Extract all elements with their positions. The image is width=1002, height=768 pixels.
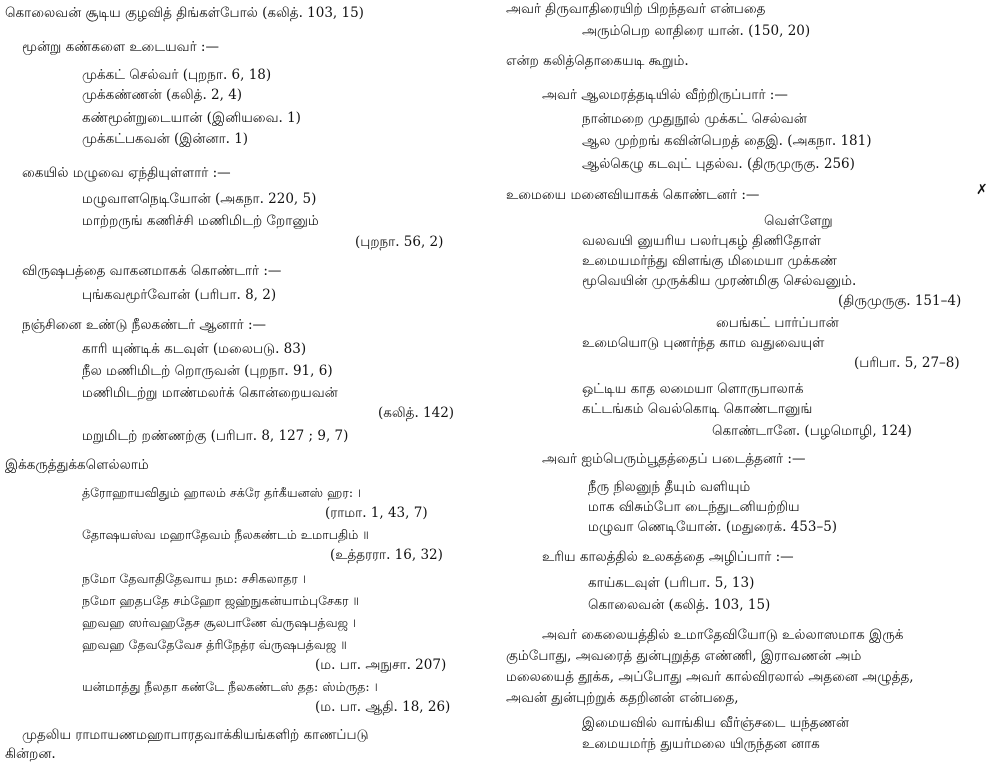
paragraph-line: அவர் திருவாதிரையிற் பிறந்தவர் என்பதை [506, 1, 766, 17]
quote-line: மாற்றருங் கணிச்சி மணிமிடற் றோனும் [82, 213, 319, 229]
quote-line: கொலைவன் (கலித். 103, 15) [588, 597, 771, 613]
sanskrit-line: ஹவஹ தேவதேவேச த்ரிநேத்ர வ்ருஷபத்வஜ ॥ [82, 637, 347, 652]
quote-line: உமையமர்ந்து விளங்கு மிமையா முக்கண் [582, 253, 837, 269]
quote-line: மாக விசும்போ டைந்துடனியற்றிய [588, 499, 800, 515]
section-heading: நஞ்சினை உண்டு நீலகண்டர் ஆனார் :— [22, 317, 267, 333]
citation: (பரிபா. 5, 27–8) [854, 355, 960, 371]
sanskrit-line: ஹவஹ ஸர்வஹதேச சூலபாணே வ்ருஷபத்வஜ । [82, 615, 357, 630]
citation: (ம. பா. ஆதி. 18, 26) [315, 699, 451, 715]
citation: (திருமுருகு. 151–4) [838, 293, 962, 309]
margin-mark: ✗ [976, 182, 988, 198]
section-heading: இக்கருத்துக்களெல்லாம் [5, 457, 149, 473]
quote-line: புங்கவமூர்வோன் (பரிபா. 8, 2) [82, 287, 277, 303]
quote-line: மறுமிடற் றண்ணற்கு (பரிபா. 8, 127 ; 9, 7) [82, 428, 349, 444]
citation: (கலித். 142) [378, 405, 455, 421]
quote-line: பைங்கட் பார்ப்பான் [716, 315, 839, 331]
quote-line: அரும்பெற லாதிரை யான். (150, 20) [582, 23, 811, 39]
section-heading: உமையை மனைவியாகக் கொண்டனர் :— [506, 187, 760, 203]
paragraph-line: என்ற கலித்தொகையடி கூறும். [506, 53, 689, 69]
quote-line: முக்கட்பகவன் (இன்னா. 1) [82, 131, 249, 147]
section-heading: மூன்று கண்களை உடையவர் :— [22, 39, 219, 55]
paragraph-line: முதலிய ராமாயணமஹாபாரதவாக்கியங்களிற் காணப்படு [22, 727, 369, 743]
quote-line: ஒட்டிய காத லமையா ளொருபாலாக் [582, 381, 804, 397]
quote-line: நீரு நிலனுந் தீயும் வளியும் [588, 479, 751, 495]
sanskrit-line: நமோ ஹதபதே சம்ஹோ ஜஹ்நுகன்யாம்புசேகர ॥ [82, 593, 359, 608]
quote-line: இமையவில் வாங்கிய வீர்ஞ்சடை யந்தணன் [582, 715, 849, 731]
quote-line: ஆல முற்றங் கவின்பெறத் தைஇ. (அகநா. 181) [582, 133, 872, 149]
paragraph-line: கும்போது, அவரைத் துன்புறுத்த எண்ணி, இராவணன் அம் [506, 648, 862, 664]
quote-line: காய்கடவுள் (பரிபா. 5, 13) [588, 575, 755, 591]
sanskrit-line: யன்மாத்து நீலதா கண்டே நீலகண்டஸ் தத: ஸ்ம்ருத: । [82, 679, 378, 694]
citation: (ராமா. 1, 43, 7) [325, 505, 428, 521]
quote-line: உமையொடு புணர்ந்த காம வதுவையுள் [582, 335, 825, 351]
section-heading: விருஷபத்தை வாகனமாகக் கொண்டார் :— [22, 263, 282, 279]
paragraph-line: அவன் துன்புற்றுக் கதறினன் என்பதை, [506, 690, 739, 706]
quote-line: காரி யுண்டிக் கடவுள் (மலைபடு. 83) [82, 341, 307, 357]
right-page [498, 0, 1002, 768]
sanskrit-line: த்ரோஹாயவிதும் ஹாலம் சக்ரே தர்கீயனஸ் ஹர: । [82, 485, 362, 500]
quote-line: முக்கட் செல்வர் (புறநா. 6, 18) [82, 67, 272, 83]
quote-line: மணிமிடற்று மாண்மலர்க் கொன்றையவன் [82, 385, 338, 401]
quote-line: வெள்ளேறு [764, 213, 833, 229]
citation: (உத்தரரா. 16, 32) [330, 547, 443, 563]
quote-line: ஆல்கெழு கடவுட் புதல்வ. (திருமுருகு. 256) [582, 156, 855, 172]
paragraph-line: மலையைத் தூக்க, அப்போது அவர் கால்விரலால் அதனை அழுத்த, [506, 669, 914, 685]
quote-line: மூவெயின் முருக்கிய முரண்மிகு செல்வனும். [582, 273, 857, 289]
section-heading: உரிய காலத்தில் உலகத்தை அழிப்பார் :— [542, 549, 794, 565]
section-heading: கையில் மழுவை ஏந்தியுள்ளார் :— [22, 165, 231, 181]
citation: (ம. பா. அநுசா. 207) [315, 657, 447, 673]
quote-line: வலவயி னுயரிய பலர்புகழ் திணிதோள் [582, 233, 821, 249]
text-line: கொலைவன் சூடிய குழவித் திங்கள்போல் (கலித். 103, 15) [5, 5, 364, 21]
quote-line: கண்மூன்றுடையான் (இனியவை. 1) [82, 110, 301, 126]
quote-line: நீல மணிமிடற் றொருவன் (புறநா. 91, 6) [82, 363, 333, 379]
left-page [0, 0, 496, 768]
quote-line: கட்டங்கம் வெல்கொடி கொண்டானுங் [582, 401, 813, 417]
sanskrit-line: நமோ தேவாதிதேவாய நம: சசிகலாதர । [82, 571, 306, 586]
quote-line: உமையமர்ந் துயர்மலை யிருந்தன னாக [582, 736, 820, 752]
citation: (புறநா. 56, 2) [355, 234, 444, 250]
quote-line: முக்கண்ணன் (கலித். 2, 4) [82, 87, 243, 103]
paragraph-line: அவர் கைலையத்தில் உமாதேவியோடு உல்லாஸமாக இருக் [542, 627, 904, 643]
paragraph-line: கின்றன. [5, 746, 56, 762]
sanskrit-line: தோஷயஸ்வ மஹாதேவம் நீலகண்டம் உமாபதிம் ॥ [82, 527, 369, 542]
quote-line: கொண்டானே. (பழமொழி, 124) [712, 423, 912, 439]
quote-line: நான்மறை முதுநூல் முக்கட் செல்வன் [582, 111, 807, 127]
section-heading: அவர் ஐம்பெரும்பூதத்தைப் படைத்தனர் :— [542, 451, 806, 467]
section-heading: அவர் ஆலமரத்தடியில் வீற்றிருப்பார் :— [542, 87, 788, 103]
quote-line: மழுவாளநெடியோன் (அகநா. 220, 5) [82, 191, 317, 207]
quote-line: மழுவா ணெடியோன். (மதுரைக். 453–5) [588, 519, 838, 535]
